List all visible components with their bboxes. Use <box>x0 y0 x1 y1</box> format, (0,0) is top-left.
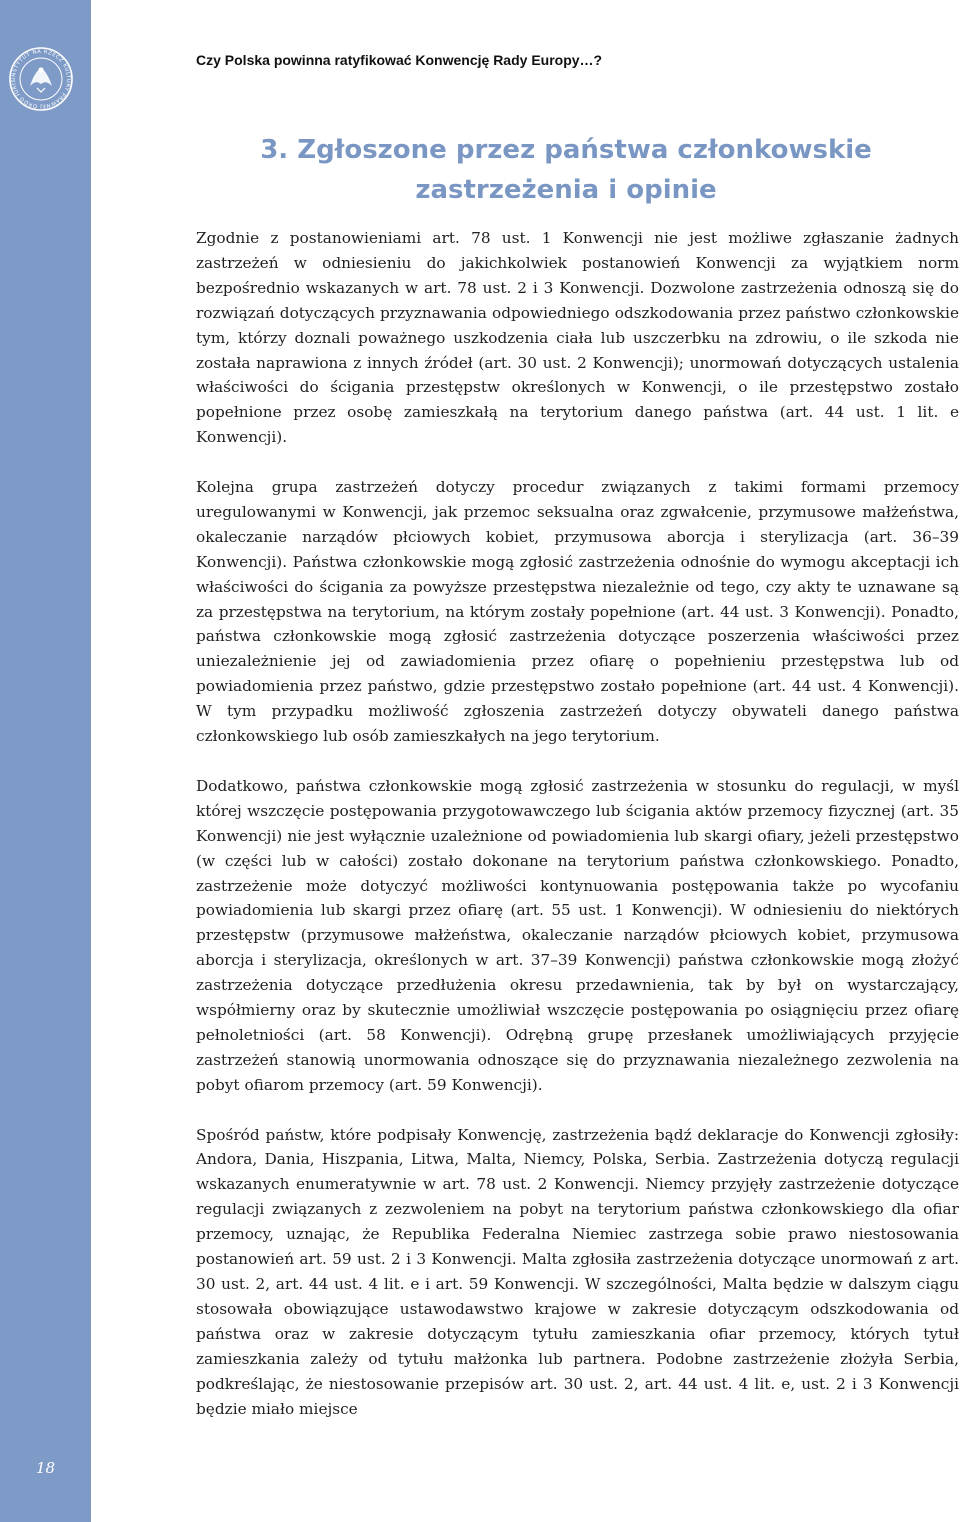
svg-text:INSTYTUT NA RZECZ KULTURY PRAW: INSTYTUT NA RZECZ KULTURY PRAWNEJ ORDO IURIS <box>10 48 72 110</box>
institute-seal-logo <box>8 46 74 112</box>
body-text <box>196 226 959 1446</box>
paragraph-1: Zgodnie z postanowieniami art. 78 ust. 1 Konwencji nie jest możliwe zgłaszanie żadnych zastrzeżeń w odniesieniu do jakichkolwiek postanowień Konwencji za wyjątkiem norm bezpośrednio wskazanych w art. 78 ust. 2 i 3 Konwencji. Dozwolone zastrzeżenia odnoszą się do rozwiązań dotyczących przyznawania odpowiedniego odszkodowania przez państwo członkowskie tym, którzy doznali poważnego uszkodzenia ciała lub uszczerbku na zdrowiu, o ile szkoda nie została naprawiona z innych źródeł (art. 30 ust. 2 Konwencji); unormowań dotyczących ustalenia właściwości do ścigania przestępstw określonych w Konwencji, o ile przestępstwo zostało popełnione przez osobę zamieszkałą na terytorium danego państwa (art. 44 ust. 1 lit. e Konwencji). <box>196 229 959 447</box>
running-header: Czy Polska powinna ratyfikować Konwencję Rady Europy…? <box>196 52 603 68</box>
paragraph-4: Spośród państw, które podpisały Konwencję, zastrzeżenia bądź deklaracje do Konwencji zgłosiły: Andora, Dania, Hiszpania, Litwa, Malta, Niemcy, Polska, Serbia. Zastrzeżenia dotyczą regulacji wskazanych enumeratywnie w art. 78 ust. 2 Konwencji. Niemcy przyjęły zastrzeżenie dotyczące regulacji związanych z zezwoleniem na pobyt na terytorium państwa członkowskiego dla ofiar przemocy, uznając, że Republika Federalna Niemiec zastrzega sobie prawo niestosowania postanowień art. 59 ust. 2 i 3 Konwencji. Malta zgłosiła zastrzeżenia dotyczące unormowań z art. 30 ust. 2, art. 44 ust. 4 lit. e i art. 59 Konwencji. W szczególności, Malta będzie w dalszym ciągu stosowała obowiązujące ustawodawstwo krajowe w zakresie dotyczącym odszkodowania od państwa oraz w zakresie dotyczącym tytułu zamieszkania ofiar przemocy, których tytuł zamieszkania zależy od tytułu małżonka lub partnera. Podobne zastrzeżenie złożyła Serbia, podkreślając, że niestosowanie przepisów art. 30 ust. 2, art. 44 ust. 4 lit. e, ust. 2 i 3 Konwencji będzie miało miejsce <box>196 1125 959 1418</box>
left-sidebar-band <box>0 0 91 1522</box>
page-number: 18 <box>35 1459 56 1477</box>
paragraph-3: Dodatkowo, państwa członkowskie mogą zgłosić zastrzeżenia w stosunku do regulacji, w myśl której wszczęcie postępowania przygotowawczego lub ścigania aktów przemocy fizycznej (art. 35 Konwencji) nie jest wyłącznie uzależnione od powiadomienia lub skargi ofiary, jeżeli przestępstwo (w części lub w całości) zostało dokonane na terytorium państwa członkowskiego. Ponadto, zastrzeżenie może dotyczyć możliwości kontynuowania postępowania także po wycofaniu powiadomienia lub skargi przez ofiarę (art. 55 ust. 1 Konwencji). W odniesieniu do niektórych przestępstw (przymusowe małżeństwa, okaleczanie narządów płciowych kobiet, przymusowa aborcja i sterylizacja, określonych w art. 37–39 Konwencji) państwa członkowskie mogą złożyć zastrzeżenia dotyczące przedłużenia okresu przedawnienia, tak by był on wystarczający, współmierny oraz by skutecznie umożliwiał wszczęcie postępowania po osiągnięciu przez ofiarę pełnoletniości (art. 58 Konwencji). Odrębną grupę przesłanek umożliwiających przyjęcie zastrzeżeń stanowią unormowania odnoszące się do przyznawania niezależnego zezwolenia na pobyt ofiarom przemocy (art. 59 Konwencji). <box>196 776 959 1094</box>
paragraph-2: Kolejna grupa zastrzeżeń dotyczy procedur związanych z takimi formami przemocy uregulowanymi w Konwencji, jak przemoc seksualna oraz zgwałcenie, przymusowe małżeństwa, okaleczanie narządów płciowych kobiet, przymusowa aborcja i sterylizacja (art. 36–39 Konwencji). Państwa członkowskie mogą zgłosić zastrzeżenia odnośnie do wymogu akceptacji ich właściwości do ścigania za powyższe przestępstwa niezależnie od tego, czy akty te uznawane są za przestępstwa na terytorium, na którym zostały popełnione (art. 44 ust. 3 Konwencji). Ponadto, państwa członkowskie mogą zgłosić zastrzeżenia dotyczące poszerzenia właściwości przez uniezależnienie jej od zawiadomienia przez ofiarę o popełnieniu przestępstwa lub od powiadomienia przez państwo, gdzie przestępstwo zostało popełnione (art. 44 ust. 4 Konwencji). W tym przypadku możliwość zgłoszenia zastrzeżeń dotyczy obywateli danego państwa członkowskiego lub osób zamieszkałych na jego terytorium. <box>196 478 959 746</box>
section-title <box>196 130 936 210</box>
section-title-line-2: zastrzeżenia i opinie <box>415 175 717 205</box>
section-title-line-1: 3. Zgłoszone przez państwa członkowskie <box>260 135 872 165</box>
